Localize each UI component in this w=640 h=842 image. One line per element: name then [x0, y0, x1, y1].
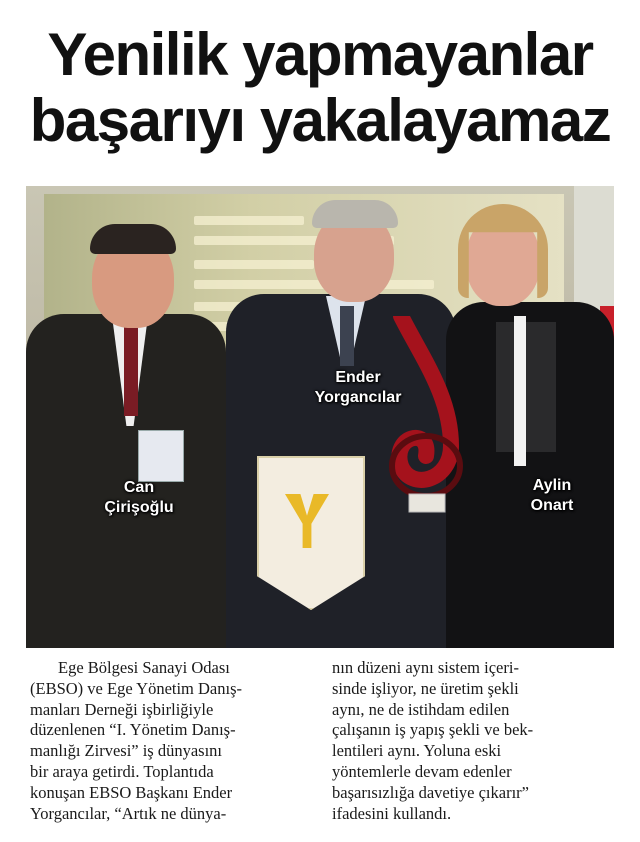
article-line: düzenlenen “I. Yönetim Danış- — [30, 720, 236, 740]
article-line: manlığı Zirvesi” iş dünyasını — [30, 741, 223, 761]
news-photo — [26, 186, 614, 648]
caption-center-line-2: Yorgancılar — [314, 389, 402, 406]
article-line: nın düzeni aynı sistem içeri- — [332, 658, 519, 677]
trophy — [381, 316, 471, 516]
caption-right — [512, 476, 592, 516]
pennant-logo — [285, 494, 329, 548]
caption-center-line-1: Ender — [335, 369, 381, 386]
caption-center — [308, 368, 408, 408]
headline-line-2: başarıyı yakalayamaz — [29, 87, 611, 154]
article-line: sinde işliyor, ne üretim şekli — [332, 678, 519, 698]
article-line: konuşan EBSO Başkanı Ender — [30, 782, 233, 802]
caption-left-line-2: Çirişoğlu — [104, 499, 174, 516]
article-line: ifadesini kullandı. — [332, 803, 452, 823]
article-line: (EBSO) ve Ege Yönetim Danış- — [30, 678, 243, 698]
article-column-right — [332, 658, 622, 824]
caption-left — [84, 478, 194, 518]
article-line: bir araya getirdi. Toplantıda — [30, 761, 214, 781]
caption-right-line-1: Aylin — [532, 477, 572, 494]
headline — [0, 22, 640, 154]
caption-left-line-1: Can — [123, 479, 155, 496]
article-line: Yorgancılar, “Artık ne dünya- — [30, 803, 227, 823]
article-column-left — [30, 658, 310, 824]
caption-right-line-2: Onart — [530, 497, 574, 514]
article-line: yöntemlerle devam edenler — [332, 761, 512, 781]
article-line: başarısızlığa davetiye çıkarır” — [332, 782, 529, 802]
headline-line-1: Yenilik yapmayanlar — [47, 21, 593, 88]
article-line: çalışanın iş yapış şekli ve bek- — [332, 720, 534, 740]
article-line: Ege Bölgesi Sanayi Odası — [58, 658, 230, 677]
article-line: lentileri aynı. Yoluna eski — [332, 741, 502, 761]
article-line: manları Derneği işbirliğiyle — [30, 699, 214, 719]
article-line: aynı, ne de istihdam edilen — [332, 699, 510, 719]
